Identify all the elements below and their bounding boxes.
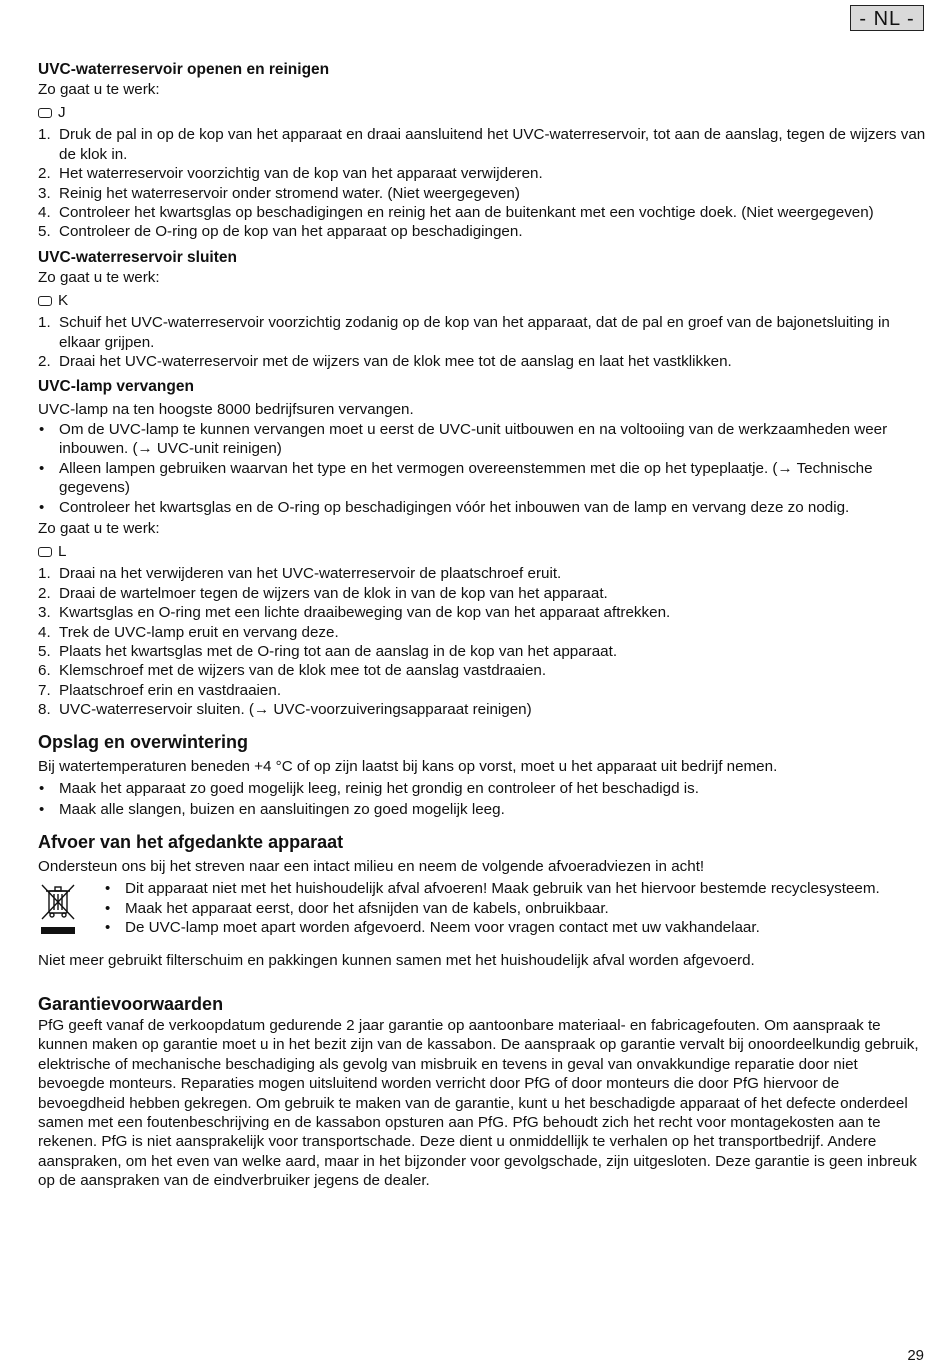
section-title-warranty: Garantievoorwaarden [38, 994, 224, 1014]
list-item: • Maak het apparaat eerst, door het afsnijden van de kabels, onbruikbaar. [104, 899, 926, 918]
figure-reference [38, 291, 926, 310]
section-intro: Zo gaat u te werk: [38, 519, 160, 537]
list-item [38, 584, 926, 603]
step-number: 6. [38, 662, 51, 680]
steps-list [38, 313, 926, 371]
list-item [38, 222, 926, 241]
page-number: 29 [907, 1347, 924, 1364]
figure-letter: J [58, 104, 66, 122]
step-number: 1. [38, 314, 51, 332]
step-number: 1. [38, 126, 51, 144]
list-item: • Om de UVC-lamp te kunnen vervangen moet u eerst de UVC-unit uitbouwen en na voltooiing van de werkzaamheden weer inbouwen. (→ UVC-unit reinigen) [38, 420, 926, 459]
section-intro: Bij watertemperaturen beneden +4 °C of op zijn laatst bij kans op vorst, moet u het apparaat uit bedrijf nemen. [38, 757, 778, 775]
step-text: Plaatschroef erin en vastdraaien. [59, 681, 282, 699]
list-item [38, 352, 926, 371]
figure-reference [38, 103, 926, 122]
step-number: 4. [38, 204, 51, 222]
weee-block [38, 879, 926, 944]
page-content [38, 60, 926, 1191]
section-title-lamp: UVC-lamp vervangen [38, 378, 194, 396]
section-intro: Zo gaat u te werk: [38, 81, 160, 98]
section-intro: UVC-lamp na ten hoogste 8000 bedrijfsuren vervangen. [38, 401, 414, 419]
list-item: • Maak alle slangen, buizen en aansluitingen zo goed mogelijk leeg. [38, 800, 926, 819]
figure-letter: K [58, 292, 69, 310]
step-text: Draai de wartelmoer tegen de wijzers van de klok in van de kop van het apparaat. [59, 584, 608, 602]
section-title-disposal: Afvoer van het afgedankte apparaat [38, 831, 344, 852]
list-item [38, 700, 926, 719]
section-title-close: UVC-waterreservoir sluiten [38, 248, 237, 266]
steps-list [38, 564, 926, 719]
step-text: Draai na het verwijderen van het UVC-waterreservoir de plaatschroef eruit. [59, 565, 562, 583]
bullet-list [104, 879, 926, 944]
step-number: 5. [38, 642, 51, 660]
step-text: Reinig het waterreservoir onder stromend water. (Niet weergegeven) [59, 184, 520, 202]
step-text: Trek de UVC-lamp eruit en vervang deze. [59, 623, 339, 641]
section-intro: Zo gaat u te werk: [38, 268, 160, 286]
step-number: 3. [38, 604, 51, 622]
step-text: Controleer de O-ring op de kop van het apparaat op beschadigingen. [59, 223, 523, 241]
list-item [38, 642, 926, 661]
step-number: 3. [38, 184, 51, 202]
list-item: • De UVC-lamp moet apart worden afgevoerd. Neem voor vragen contact met uw vakhandelaar. [104, 918, 926, 937]
list-item [38, 564, 926, 583]
section-intro: Ondersteun ons bij het streven naar een intact milieu en neem de volgende afvoeradviezen in acht! [38, 857, 705, 875]
figure-icon [38, 296, 52, 306]
step-text: Schuif het UVC-waterreservoir voorzichtig zodanig op de kop van het apparaat, dat de pal en groef van de bajonetsluiting in elkaar grijpen. [59, 314, 890, 351]
list-item [38, 203, 926, 222]
list-item [38, 603, 926, 622]
section-title-storage: Opslag en overwintering [38, 731, 249, 752]
figure-reference [38, 542, 926, 561]
list-item [38, 125, 926, 164]
bullet-list [38, 420, 926, 517]
step-text: Kwartsglas en O-ring met een lichte draaibeweging van de kop van het apparaat aftrekken. [59, 604, 671, 622]
step-number: 4. [38, 623, 51, 641]
warranty-text: PfG geeft vanaf de verkoopdatum gedurende 2 jaar garantie op aantoonbare materiaal- en fabricagefouten. Om aanspraak te kunnen maken op garantie moet u in het bezit zijn van de kassabon. De aanspraak op garantie vervalt bij onoordeelkundig gebruik, elektrische of mechanische beschadiging als gevolg van misbruik en tevens in geval van onvakkundige reparatie door niet bevoegde monteurs. Reparaties mogen uitsluitend worden verricht door PfG of door monteurs die door PfG hiervoor de bevoegdheid hebben gekregen. Om gebruik te maken van de garantie, kunt u het beschadigde apparaat of het defecte onderdeel samen met een foutenbeschrijving en de kassabon opsturen aan PfG. PfG behoudt zich het recht voor montagekosten aan te rekenen. PfG is niet aansprakelijk voor transportschade. Deze dient u onmiddellijk te verhalen op het transportbedrijf. Andere aanspraken, om het even van welke aard, maar in het bijzonder voor gevolgschade, zijn uitgesloten. Deze garantie is geen inbreuk op de aanspraken van de eindverbruiker jegens de dealer. [38, 1017, 919, 1190]
step-text: Controleer het kwartsglas op beschadigingen en reinig het aan de buitenkant met een vochtige doek. (Niet weergegeven) [59, 204, 874, 222]
list-item [38, 661, 926, 680]
section-title-open-clean: UVC-waterreservoir openen en reinigen [38, 61, 330, 78]
step-number: 8. [38, 701, 51, 719]
step-number: 5. [38, 223, 51, 241]
figure-icon [38, 108, 52, 118]
list-item: • Controleer het kwartsglas en de O-ring op beschadigingen vóór het inbouwen van de lamp en vervang deze zo nodig. [38, 498, 926, 517]
list-item [38, 681, 926, 700]
steps-list [38, 125, 926, 241]
step-text: Het waterreservoir voorzichtig van de kop van het apparaat verwijderen. [59, 165, 543, 183]
step-text: Klemschroef met de wijzers van de klok mee tot de aanslag vastdraaien. [59, 662, 547, 680]
language-tab: - NL - [850, 5, 924, 31]
figure-icon [38, 547, 52, 557]
step-number: 1. [38, 565, 51, 583]
figure-letter: L [58, 543, 67, 561]
list-item [38, 164, 926, 183]
crossed-bin-icon [38, 879, 82, 944]
step-text: Draai het UVC-waterreservoir met de wijzers van de klok mee tot de aanslag en laat het vastklikken. [59, 353, 732, 371]
list-item [38, 313, 926, 352]
list-item: • Maak het apparaat zo goed mogelijk leeg, reinig het grondig en controleer of het beschadigd is. [38, 779, 926, 798]
list-item: • Dit apparaat niet met het huishoudelijk afval afvoeren! Maak gebruik van het hiervoor bestemde recyclesysteem. [104, 879, 926, 898]
step-text: UVC-waterreservoir sluiten. (→ UVC-voorzuiveringsapparaat reinigen) [59, 701, 532, 719]
list-item [38, 184, 926, 203]
step-number: 2. [38, 353, 51, 371]
section-outro: Niet meer gebruikt filterschuim en pakkingen kunnen samen met het huishoudelijk afval worden afgevoerd. [38, 951, 755, 969]
step-number: 7. [38, 681, 51, 699]
bullet-list [38, 779, 926, 820]
step-text: Plaats het kwartsglas met de O-ring tot aan de aanslag in de kop van het apparaat. [59, 642, 618, 660]
step-number: 2. [38, 584, 51, 602]
step-number: 2. [38, 165, 51, 183]
step-text: Druk de pal in op de kop van het apparaat en draai aansluitend het UVC-waterreservoir, tot aan de aanslag, tegen de wijzers van de klok in. [59, 126, 926, 163]
list-item: • Alleen lampen gebruiken waarvan het type en het vermogen overeenstemmen met die op het typeplaatje. (→ Technische gegevens) [38, 459, 926, 498]
list-item [38, 623, 926, 642]
